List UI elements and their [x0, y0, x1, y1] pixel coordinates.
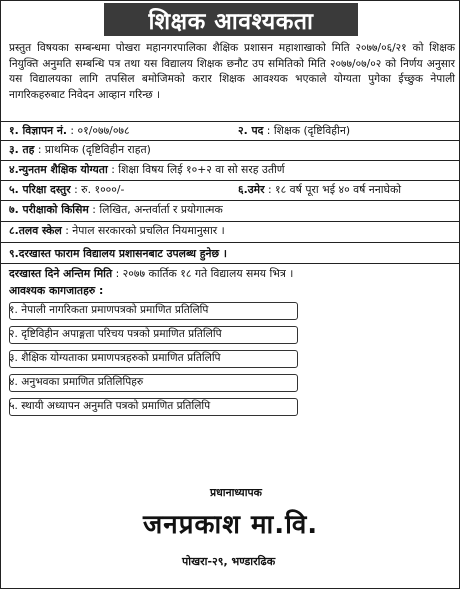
- divider: [0, 221, 460, 222]
- divider: [0, 242, 460, 243]
- deadline-value: : २०७७ कार्तिक १८ गते विद्यालय समय भित्र ।: [115, 267, 294, 280]
- level-label: ३. तह: [9, 143, 35, 156]
- document-item: ४. अनुभवका प्रमाणित प्रतिलिपिहरु: [9, 376, 144, 388]
- deadline-row: [9, 266, 293, 281]
- exam-type-value: : लिखित, अन्तर्वार्ता र प्रयोगात्मक: [92, 203, 223, 216]
- divider: [0, 263, 460, 264]
- documents-heading: आवश्यक कागजातहरु :: [9, 284, 104, 297]
- school-name: जनप्रकाश मा.वि.: [143, 510, 319, 540]
- document-item: ५. स्थायी अध्यापन अनुमति पत्रको प्रमाणित प्रतिलिपि: [9, 400, 211, 412]
- school-address: पोखरा-२९, भण्डारढिक: [182, 555, 276, 568]
- document-item: ३. शैक्षिक योग्यताका प्रमाणपत्रहरुको प्रमाणित प्रतिलिपि: [9, 352, 221, 364]
- deadline-label: दरखास्त दिने अन्तिम मिति: [9, 267, 113, 280]
- document-item: २. दृष्टिविहीन अपाङ्गता परिचय पत्रको प्रमाणित प्रतिलिपि: [9, 328, 222, 340]
- exam-type-label: ७. परीक्षाको किसिम: [9, 203, 89, 216]
- divider: [0, 200, 460, 201]
- intro-paragraph: प्रस्तुत विषयका सम्बन्धमा पोखरा महानगरपालिका शैक्षिक प्रशासन महाशाखाको मिति २०७७/०६/२१ को शिक्षक नियुक्ति अनुमति सम्बन्धि पत्र तथा यस विद्यालय शिक्षक छनौट उप समितिको मिति २०७७/०७/०२ को निर्णय अनुसार यस विद्यालयका लागि तपसिल बमोजिमको करार शिक्षक आवश्यक भएकाले योग्यता पुगेका ईच्छुक नेपाली नागरिकहरुबाट निवेदन आव्हान गरिन्छ ।: [9, 42, 455, 102]
- post-row: [238, 123, 350, 138]
- signatory-title: प्रधानाध्यापक: [210, 486, 262, 499]
- advert-number-label: १. विज्ञापन नं.: [9, 124, 67, 137]
- salary-row: [9, 223, 225, 238]
- salary-label: ८.तलव स्केल: [9, 224, 62, 237]
- age-value: : १८ वर्ष पूरा भई ४० वर्ष ननाघेको: [267, 183, 402, 196]
- level-row: [9, 142, 151, 157]
- advert-number-value: : ०१/०७७/०७८: [70, 124, 130, 137]
- divider: [0, 160, 460, 161]
- post-value: : शिक्षक (दृष्टिविहीन): [266, 124, 351, 137]
- salary-value: : नेपाल सरकारको प्रचलित नियमानुसार ।: [65, 224, 225, 237]
- fee-value: : रु. १०००/-: [74, 183, 125, 196]
- divider: [0, 180, 460, 181]
- divider: [0, 121, 460, 122]
- qualification-row: [9, 162, 285, 177]
- post-label: २. पद: [238, 124, 264, 137]
- fee-label: ५. परिक्षा दस्तुर: [9, 183, 71, 196]
- age-row: [238, 182, 401, 197]
- form-availability-note: ९.दरखास्त फाराम विद्यालय प्रशासनबाट उपलब्ध हुनेछ ।: [9, 247, 227, 260]
- qualification-label: ४.न्युनतम शैक्षिक योग्यता: [9, 163, 108, 176]
- fee-row: [9, 182, 124, 197]
- qualification-value: : शिक्षा विषय लिई १०+२ वा सो सरह उतीर्ण: [111, 163, 285, 176]
- age-label: ६.उमेर: [238, 183, 265, 196]
- level-value: : प्राथमिक (दृष्टिविहीन राहत): [37, 143, 151, 156]
- exam-type-row: [9, 202, 223, 217]
- notice-title: शिक्षक आवश्यकता: [104, 3, 358, 36]
- document-item: १. नेपाली नागरिकता प्रमाणपत्रको प्रमाणित प्रतिलिपि: [9, 304, 209, 316]
- advert-number-row: [9, 123, 130, 138]
- divider: [0, 140, 460, 141]
